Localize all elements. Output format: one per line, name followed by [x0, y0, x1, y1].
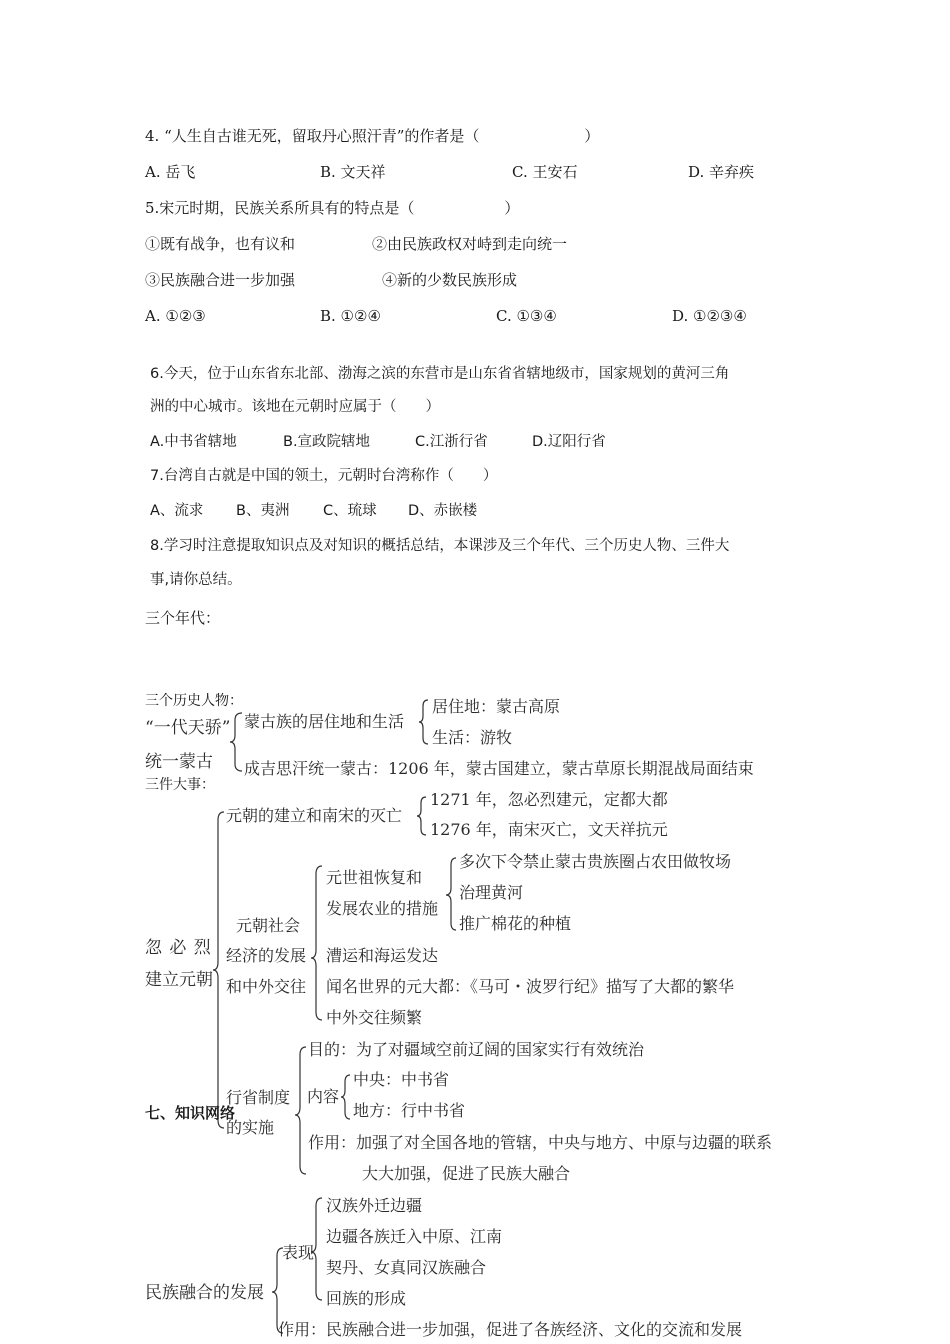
genghis-title-line1: “一代天骄”: [145, 718, 231, 738]
brace-economy: [311, 866, 322, 1020]
q5-item-4: ④新的少数民族形成: [382, 271, 518, 289]
agriculture-leaf-ban-pasture: 多次下令禁止蒙古贵族圈占农田做牧场: [459, 852, 732, 871]
economy-foreign-exchange: 中外交往频繁: [326, 1008, 423, 1027]
q5-stem: 5.宋元时期，民族关系所具有的特点是（ ）: [145, 199, 520, 217]
section-title-knowledge-network: 七、知识网络: [145, 1104, 236, 1122]
kublai-root-line2: 建立元朝: [145, 970, 213, 990]
brace-residence: [419, 700, 428, 744]
q5-option-a: A. ①②③: [145, 307, 206, 325]
kublai-branch-province-line2: 的实施: [226, 1118, 275, 1137]
q8-stem-line1: 8.学习时注意提取知识点及对知识的概括总结，本课涉及三个年代、三个历史人物、三件大: [150, 538, 730, 554]
province-purpose: 目的：为了对疆域空前辽阔的国家实行有效统治: [308, 1040, 645, 1059]
q8-stem-line2: 事,请你总结。: [150, 572, 242, 588]
q4-option-d: D. 辛弃疾: [688, 163, 755, 181]
q6-option-d: D.辽阳行省: [532, 434, 606, 450]
q7-option-c: C、琉球: [323, 503, 377, 519]
genghis-branch-unify: 成吉思汗统一蒙古：1206 年，蒙古国建立，蒙古草原长期混战局面结束: [244, 759, 754, 778]
economy-dadu-capital: 闻名世界的元大都：《马可・波罗行纪》描写了大都的繁华: [326, 977, 735, 996]
q5-option-c: C. ①③④: [496, 307, 557, 325]
genghis-title-line2: 统一蒙古: [145, 752, 213, 772]
kublai-branch-economy-line2: 经济的发展: [226, 946, 307, 965]
kublai-branch-founding: 元朝的建立和南宋的灭亡: [226, 806, 403, 825]
brace-agriculture: [446, 858, 456, 930]
province-content-label: 内容: [307, 1087, 340, 1106]
genghis-leaf-residence: 居住地：蒙古高原: [432, 697, 561, 716]
q6-stem-line2: 洲的中心城市。该地在元朝时应属于（ ）: [150, 399, 440, 415]
brace-genghis: [230, 713, 242, 771]
q7-stem: 7.台湾自古就是中国的领土，元朝时台湾称作（ ）: [150, 468, 498, 484]
fusion-leaf-hui: 回族的形成: [326, 1289, 407, 1308]
economy-agriculture-line1: 元世祖恢复和: [326, 868, 423, 887]
fusion-show-label: 表现: [282, 1243, 315, 1262]
prompt-three-people: 三个历史人物：: [145, 693, 243, 709]
q7-option-a: A、流求: [150, 503, 204, 519]
fusion-leaf-han-migrate: 汉族外迁边疆: [326, 1196, 423, 1215]
kublai-root-line1: 忽 必 烈: [145, 938, 212, 958]
q7-option-d: D、赤嵌楼: [408, 503, 478, 519]
q4-option-b: B. 文天祥: [320, 163, 386, 181]
q6-option-c: C.江浙行省: [415, 434, 488, 450]
brace-kublai: [213, 812, 224, 1128]
kublai-branch-economy-line1: 元朝社会: [236, 916, 301, 935]
economy-canal-sea-transport: 漕运和海运发达: [326, 946, 439, 965]
q5-option-d: D. ①②③④: [672, 307, 747, 325]
q4-option-c: C. 王安石: [512, 163, 578, 181]
genghis-leaf-life: 生活：游牧: [432, 728, 513, 747]
prompt-three-events: 三件大事：: [145, 777, 215, 793]
fusion-root: 民族融合的发展: [145, 1283, 264, 1303]
agriculture-leaf-yellow-river: 治理黄河: [459, 883, 524, 902]
prompt-three-years: 三个年代：: [145, 609, 221, 627]
kublai-branch-province-line1: 行省制度: [226, 1088, 291, 1107]
kublai-branch-economy-line3: 和中外交往: [226, 977, 307, 996]
agriculture-leaf-cotton: 推广棉花的种植: [459, 914, 572, 933]
q4-stem: 4. “人生自古谁无死，留取丹心照汗青”的作者是（ ）: [145, 127, 600, 145]
q4-option-a: A. 岳飞: [145, 163, 196, 181]
q7-option-b: B、夷洲: [236, 503, 290, 519]
kublai-founding-leaf-1271: 1271 年，忽必烈建元，定都大都: [430, 790, 668, 809]
brace-content: [341, 1075, 350, 1119]
q5-option-b: B. ①②④: [320, 307, 381, 325]
brace-founding: [417, 797, 426, 835]
province-effect-line1: 作用：加强了对全国各地的管辖，中央与地方、中原与边疆的联系: [308, 1133, 773, 1152]
q5-item-3: ③民族融合进一步加强: [145, 271, 296, 289]
q5-item-1: ①既有战争，也有议和: [145, 235, 296, 253]
fusion-effect: 作用：民族融合进一步加强，促进了各族经济、文化的交流和发展: [278, 1320, 743, 1339]
q6-option-b: B.宣政院辖地: [283, 434, 371, 450]
province-effect-line2: 大大加强，促进了民族大融合: [362, 1164, 571, 1183]
q6-option-a: A.中书省辖地: [150, 434, 237, 450]
q6-stem-line1: 6.今天，位于山东省东北部、渤海之滨的东营市是山东省省辖地级市，国家规划的黄河三角: [150, 366, 730, 382]
province-content-central: 中央：中书省: [353, 1070, 450, 1089]
brace-province: [295, 1047, 306, 1174]
genghis-branch-residence: 蒙古族的居住地和生活: [244, 712, 405, 731]
economy-agriculture-line2: 发展农业的措施: [326, 899, 439, 918]
q5-item-2: ②由民族政权对峙到走向统一: [372, 235, 568, 253]
kublai-founding-leaf-1276: 1276 年，南宋灭亡，文天祥抗元: [430, 820, 668, 839]
province-content-local: 地方：行中书省: [353, 1101, 466, 1120]
fusion-leaf-border-migrate: 边疆各族迁入中原、江南: [326, 1227, 503, 1246]
fusion-leaf-khitan-jurchen: 契丹、女真同汉族融合: [326, 1258, 487, 1277]
